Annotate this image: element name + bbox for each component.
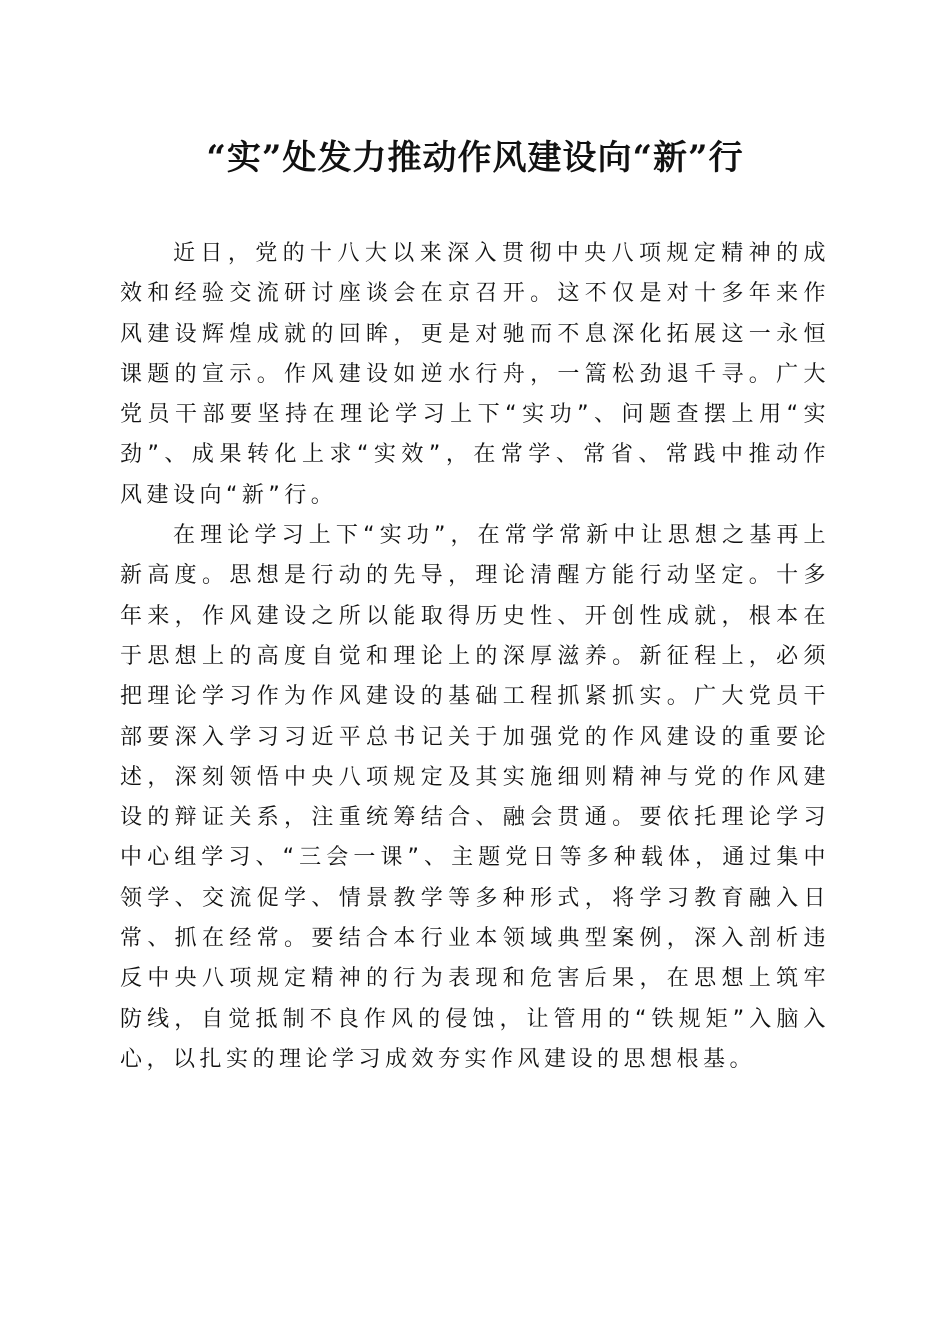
paragraph-theory-study: 在理论学习上下“实功”，在常学常新中让思想之基再上新高度。思想是行动的先导，理论清醒方能行动坚定。十多年来，作风建设之所以能取得历史性、开创性成就，根本在于思想上的高度自觉和理论上的深厚滋养。新征程上，必须把理论学习作为作风建设的基础工程抓紧抓实。广大党员干部要深入学习习近平总书记关于加强党的作风建设的重要论述，深刻领悟中央八项规定及其实施细则精神与党的作风建设的辩证关系，注重统筹结合、融会贯通。要依托理论学习中心组学习、“三会一课”、主题党日等多种载体，通过集中领学、交流促学、情景教学等多种形式，将学习教育融入日常、抓在经常。要结合本行业本领域典型案例，深入剖析违反中央八项规定精神的行为表现和危害后果，在思想上筑牢防线，自觉抵制不良作风的侵蚀，让管用的“铁规矩”入脑入心，以扎实的理论学习成效夯实作风建设的思想根基。: [120, 523, 830, 1072]
document-body: [120, 234, 830, 1080]
document-title: “实”处发力推动作风建设向“新”行: [206, 138, 744, 178]
paragraph-intro: 近日，党的十八大以来深入贯彻中央八项规定精神的成效和经验交流研讨座谈会在京召开。这不仅是对十多年来作风建设辉煌成就的回眸，更是对驰而不息深化拓展这一永恒课题的宣示。作风建设如逆水行舟，一篙松劲退千寻。广大党员干部要坚持在理论学习上下“实功”、问题查摆上用“实劲”、成果转化上求“实效”，在常学、常省、常践中推动作风建设向“新”行。: [120, 241, 830, 508]
